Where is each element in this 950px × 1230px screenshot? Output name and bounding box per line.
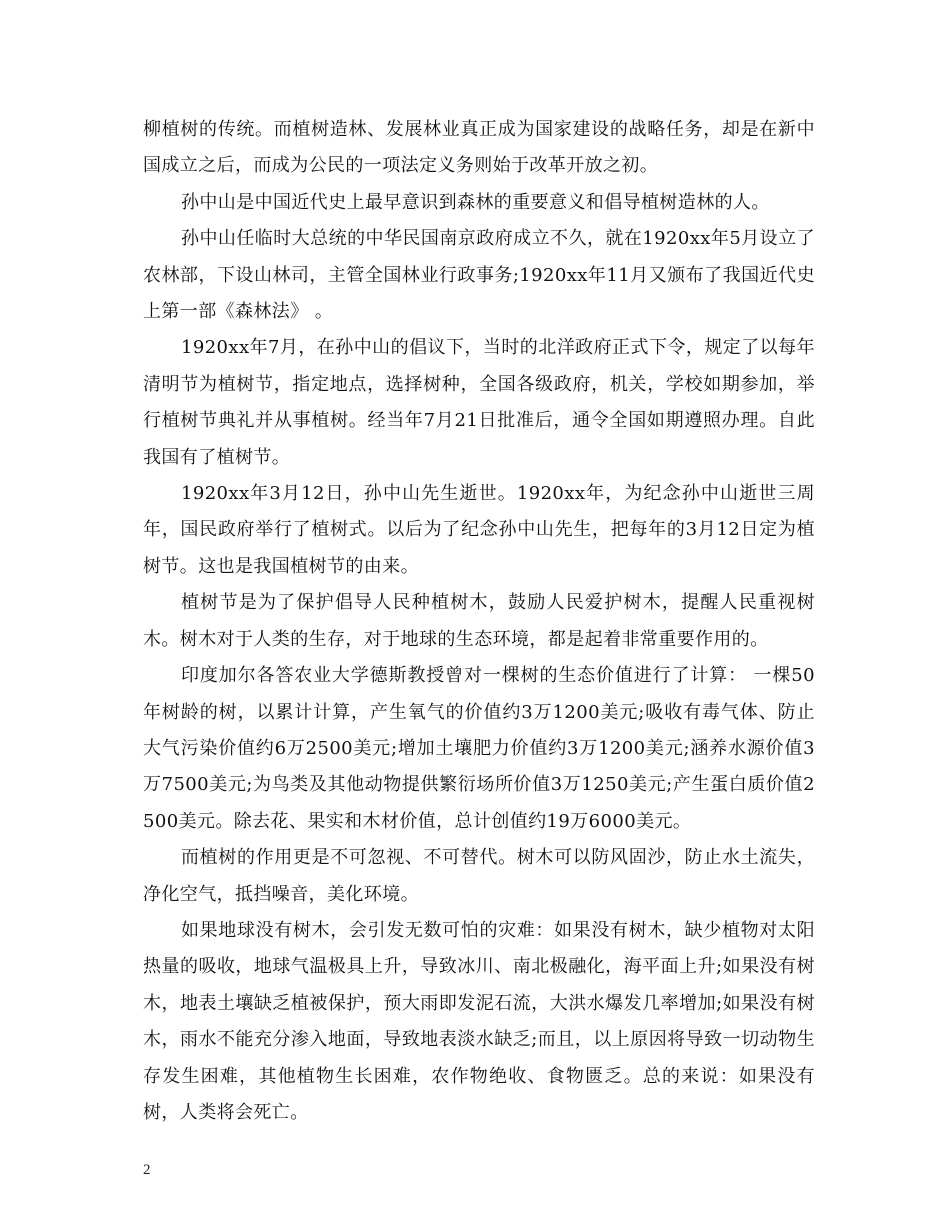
page-number: 2 [143,1162,151,1178]
paragraph: 印度加尔各答农业大学德斯教授曾对一棵树的生态价值进行了计算： 一棵50年树龄的树，以累计计算，产生氧气的价值约3万1200美元;吸收有毒气体、防止大气污染价值约6万2500美元;增加土壤肥力价值约3万1200美元;涵养水源价值3万7500美元;为鸟类及其他动物提供繁衍场所价值3万1250美元;产生蛋白质价值2500美元。除去花、果实和木材价值，总计创值约19万6000美元。 [143,665,815,832]
paragraph: 孙中山任临时大总统的中华民国南京政府成立不久，就在1920xx年5月设立了农林部，下设山林司，主管全国林业行政事务;1920xx年11月又颁布了我国近代史上第一部《森林法》 。 [143,228,815,323]
paragraph: 植树节是为了保护倡导人民种植树木，鼓励人民爱护树木，提醒人民重视树木。树木对于人类的生存，对于地球的生态环境，都是起着非常重要作用的。 [143,592,815,650]
paragraph: 1920xx年7月，在孙中山的倡议下，当时的北洋政府正式下令，规定了以每年清明节为植树节，指定地点，选择树种，全国各级政府，机关，学校如期参加，举行植树节典礼并从事植树。经当年7月21日批准后，通令全国如期遵照办理。自此我国有了植树节。 [143,337,815,468]
paragraph: 如果地球没有树木，会引发无数可怕的灾难：如果没有树木，缺少植物对太阳热量的吸收，地球气温极具上升，导致冰川、南北极融化，海平面上升;如果没有树木，地表土壤缺乏植被保护，预大雨即发泥石流，大洪水爆发几率增加;如果没有树木，雨水不能充分渗入地面，导致地表淡水缺乏;而且，以上原因将导致一切动物生存发生困难，其他植物生长困难，农作物绝收、食物匮乏。总的来说：如果没有树，人类将会死亡。 [143,919,815,1123]
body-text [143,112,815,1131]
paragraph: 孙中山是中国近代史上最早意识到森林的重要意义和倡导植树造林的人。 [181,191,770,213]
paragraph: 而植树的作用更是不可忽视、不可替代。树木可以防风固沙，防止水土流失，净化空气，抵挡噪音，美化环境。 [143,847,815,905]
paragraph: 1920xx年3月12日，孙中山先生逝世。1920xx年，为纪念孙中山逝世三周年，国民政府举行了植树式。以后为了纪念孙中山先生，把每年的3月12日定为植树节。这也是我国植树节的由来。 [143,483,815,577]
paragraph-continuation: 柳植树的传统。而植树造林、发展林业真正成为国家建设的战略任务，却是在新中国成立之后，而成为公民的一项法定义务则始于改革开放之初。 [143,119,815,177]
